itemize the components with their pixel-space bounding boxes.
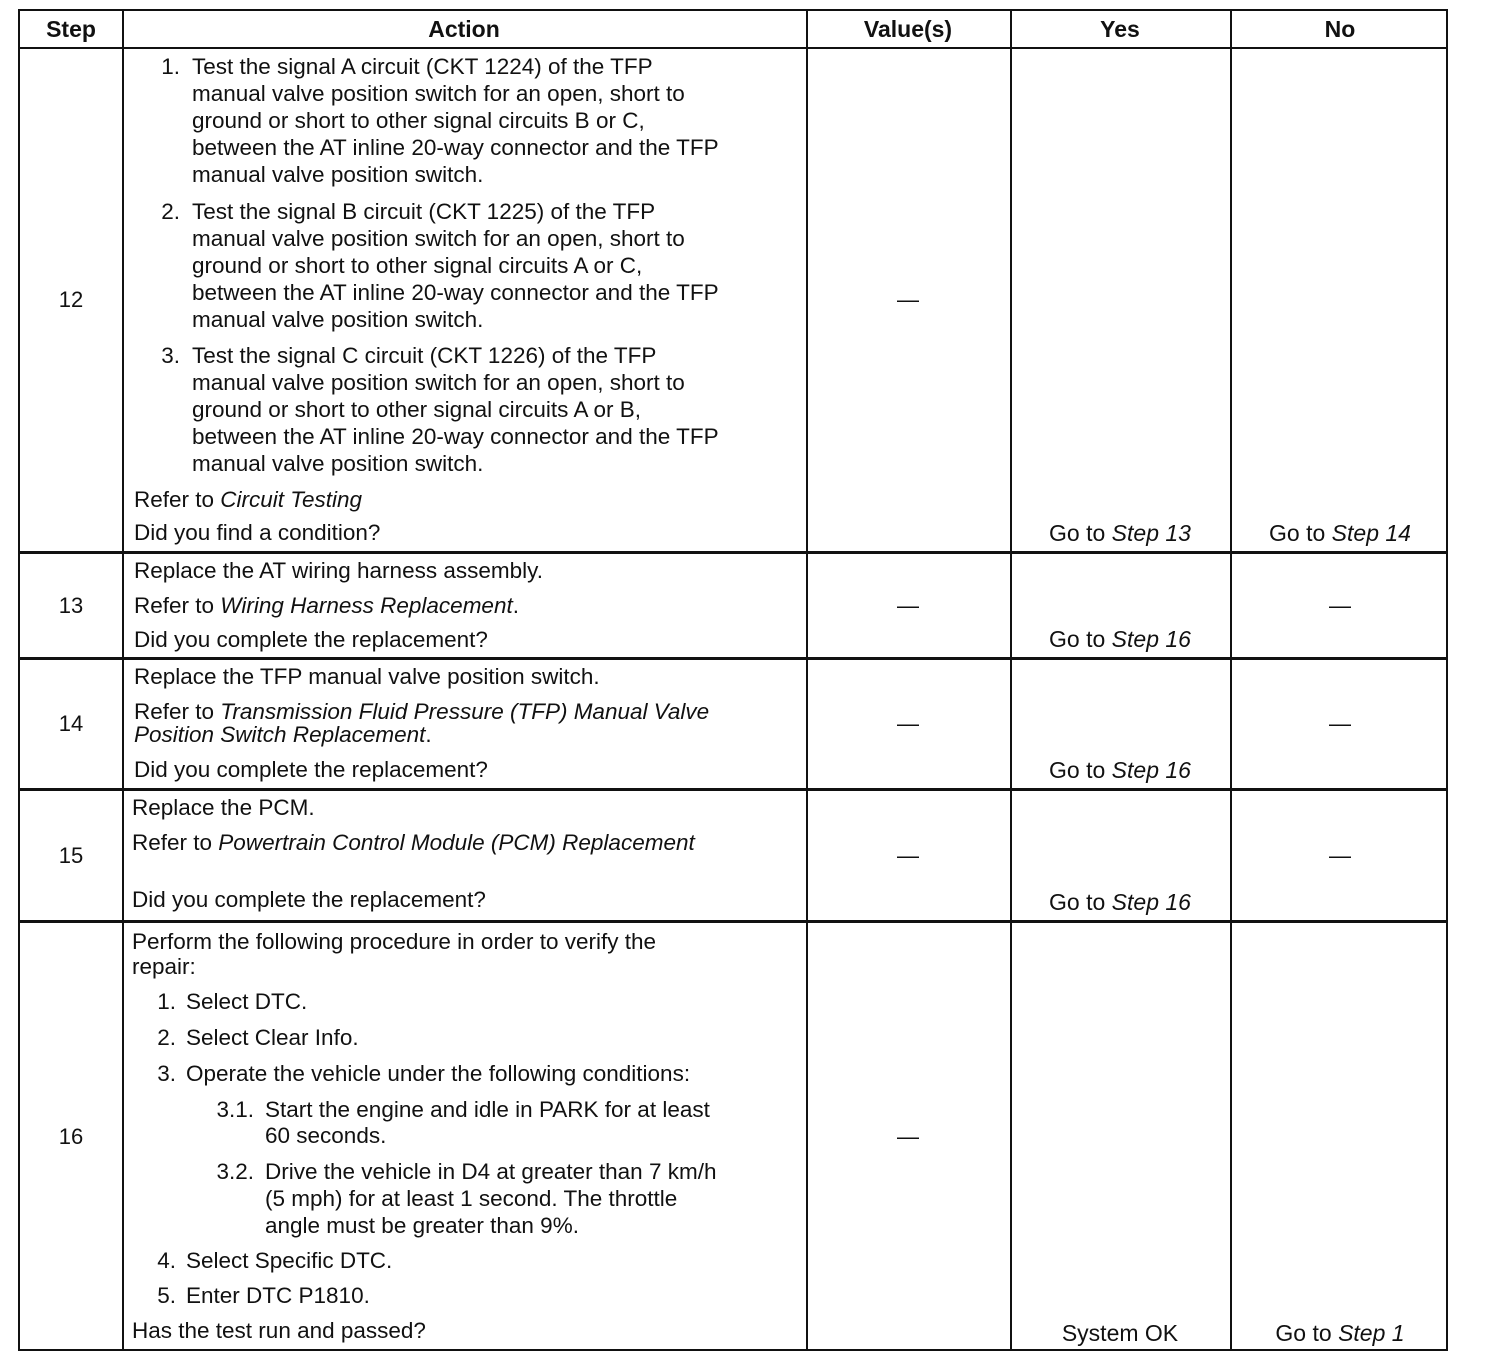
action-text: Select Clear Info. — [186, 1025, 359, 1050]
value-cell: — — [897, 287, 919, 312]
step-number: 13 — [58, 592, 84, 618]
action-text: Start the engine and idle in PARK for at least — [265, 1097, 710, 1122]
action-text: ground or short to other signal circuits A or C, — [192, 253, 643, 278]
yes-cell — [1010, 791, 1230, 920]
action-cell — [122, 791, 806, 920]
action-text: manual valve position switch. — [192, 307, 484, 332]
action-text: manual valve position switch for an open, short to — [192, 370, 685, 395]
list-number: 3. — [157, 1061, 176, 1086]
action-text: Replace the PCM. — [132, 795, 315, 820]
action-text: Enter DTC P1810. — [186, 1283, 370, 1308]
goto-step-link: Step 16 — [1111, 626, 1191, 652]
action-text: angle must be greater than 9%. — [265, 1213, 579, 1238]
list-number: 4. — [157, 1248, 176, 1273]
diagnostic-table — [18, 9, 1448, 1351]
goto-step-link: Step 16 — [1111, 757, 1191, 783]
table-row-step-14 — [20, 660, 1446, 788]
action-text: 60 seconds. — [265, 1123, 387, 1148]
action-text: between the AT inline 20-way connector and the TFP — [192, 280, 719, 305]
refer-suffix: . — [425, 722, 432, 747]
action-text: manual valve position switch for an open, short to — [192, 226, 685, 251]
no-cell — [1230, 923, 1450, 1351]
value-cell: — — [897, 711, 919, 736]
action-text: manual valve position switch for an open, short to — [192, 81, 685, 106]
goto-step-link: Step 16 — [1111, 889, 1191, 915]
goto-prefix: Go to — [1269, 520, 1332, 546]
goto-prefix: Go to — [1275, 1320, 1339, 1346]
action-text: Select Specific DTC. — [186, 1248, 393, 1273]
header-yes: Yes — [1100, 16, 1140, 42]
header-row — [20, 11, 1446, 47]
question-text: Did you find a condition? — [134, 520, 381, 545]
value-cell: — — [897, 592, 919, 618]
action-text: between the AT inline 20-way connector and the TFP — [192, 424, 719, 449]
no-goto — [1230, 520, 1450, 547]
refer-link: Wiring Harness Replacement — [220, 593, 513, 618]
list-number: 2. — [157, 1025, 176, 1050]
goto-prefix: Go to — [1049, 889, 1112, 915]
goto-step-link: Step 13 — [1111, 520, 1191, 546]
question-text: Did you complete the replacement? — [134, 627, 488, 652]
refer-prefix: Refer to — [134, 487, 221, 512]
refer-line — [132, 829, 695, 856]
list-number: 5. — [157, 1283, 176, 1308]
no-cell: — — [1329, 842, 1351, 868]
yes-cell — [1010, 554, 1230, 657]
value-cell: — — [897, 1124, 919, 1149]
header-no: No — [1324, 16, 1356, 42]
action-text: Test the signal C circuit (CKT 1226) of the TFP — [192, 343, 657, 368]
step-number: 16 — [58, 1124, 84, 1149]
no-cell: — — [1329, 711, 1351, 736]
table-row-step-15 — [20, 791, 1446, 920]
refer-suffix: . — [512, 593, 519, 618]
list-number: 1. — [157, 989, 176, 1014]
refer-link: Position Switch Replacement — [134, 722, 426, 747]
action-text: manual valve position switch. — [192, 451, 484, 476]
value-cell: — — [897, 842, 919, 868]
no-cell: — — [1329, 592, 1351, 618]
step-number: 15 — [58, 842, 84, 868]
refer-line — [134, 486, 362, 513]
refer-prefix: Refer to — [132, 830, 219, 855]
yes-cell — [1010, 923, 1230, 1351]
action-text: Test the signal B circuit (CKT 1225) of the TFP — [192, 199, 656, 224]
question-text: Did you complete the replacement? — [134, 757, 488, 782]
yes-goto — [1010, 889, 1230, 916]
yes-cell — [1010, 49, 1230, 551]
header-step: Step — [46, 16, 96, 42]
action-text: Replace the AT wiring harness assembly. — [134, 558, 543, 583]
no-cell — [1230, 49, 1450, 551]
yes-cell — [1010, 660, 1230, 788]
list-number: 3. — [161, 343, 180, 368]
refer-link: Circuit Testing — [220, 487, 363, 512]
refer-link: Powertrain Control Module (PCM) Replacement — [218, 830, 695, 855]
action-text: Perform the following procedure in order to verify the — [132, 929, 657, 954]
action-cell — [122, 554, 806, 657]
goto-step-link: Step 1 — [1338, 1320, 1405, 1346]
goto-prefix: Go to — [1049, 757, 1112, 783]
list-number: 3.2. — [216, 1159, 254, 1184]
refer-link: Transmission Fluid Pressure (TFP) Manual Valve — [220, 699, 710, 724]
action-text: Select DTC. — [186, 989, 308, 1014]
action-text: manual valve position switch. — [192, 162, 484, 187]
action-text: repair: — [132, 954, 196, 979]
yes-goto — [1010, 520, 1230, 547]
action-cell — [122, 923, 806, 1351]
step-number: 12 — [58, 287, 84, 312]
header-action: Action — [428, 16, 500, 42]
table-row-step-13 — [20, 554, 1446, 657]
list-number: 1. — [161, 54, 180, 79]
goto-prefix: Go to — [1049, 626, 1112, 652]
yes-goto — [1010, 757, 1230, 784]
action-text: Operate the vehicle under the following conditions: — [186, 1061, 691, 1086]
action-text: Replace the TFP manual valve position switch. — [134, 664, 600, 689]
action-text: ground or short to other signal circuits A or B, — [192, 397, 641, 422]
list-number: 3.1. — [216, 1097, 254, 1122]
table-row-step-16 — [20, 923, 1446, 1351]
action-text: ground or short to other signal circuits B or C, — [192, 108, 645, 133]
question-text: Has the test run and passed? — [132, 1318, 426, 1343]
refer-prefix: Refer to — [134, 699, 221, 724]
no-goto — [1230, 1320, 1450, 1347]
action-cell — [122, 49, 806, 551]
yes-result: System OK — [1061, 1320, 1179, 1346]
action-text: Test the signal A circuit (CKT 1224) of the TFP — [192, 54, 653, 79]
action-text: between the AT inline 20-way connector and the TFP — [192, 135, 719, 160]
yes-goto — [1010, 626, 1230, 653]
question-text: Did you complete the replacement? — [132, 887, 486, 912]
refer-prefix: Refer to — [134, 593, 221, 618]
action-cell — [122, 660, 806, 788]
action-text: (5 mph) for at least 1 second. The throttle — [265, 1186, 678, 1211]
refer-line-cont — [134, 721, 432, 748]
goto-step-link: Step 14 — [1331, 520, 1411, 546]
list-number: 2. — [161, 199, 180, 224]
step-number: 14 — [58, 711, 84, 736]
refer-line — [134, 592, 519, 619]
table-row-step-12 — [20, 49, 1446, 551]
header-values: Value(s) — [863, 16, 953, 42]
action-text: Drive the vehicle in D4 at greater than 7 km/h — [265, 1159, 717, 1184]
goto-prefix: Go to — [1049, 520, 1112, 546]
